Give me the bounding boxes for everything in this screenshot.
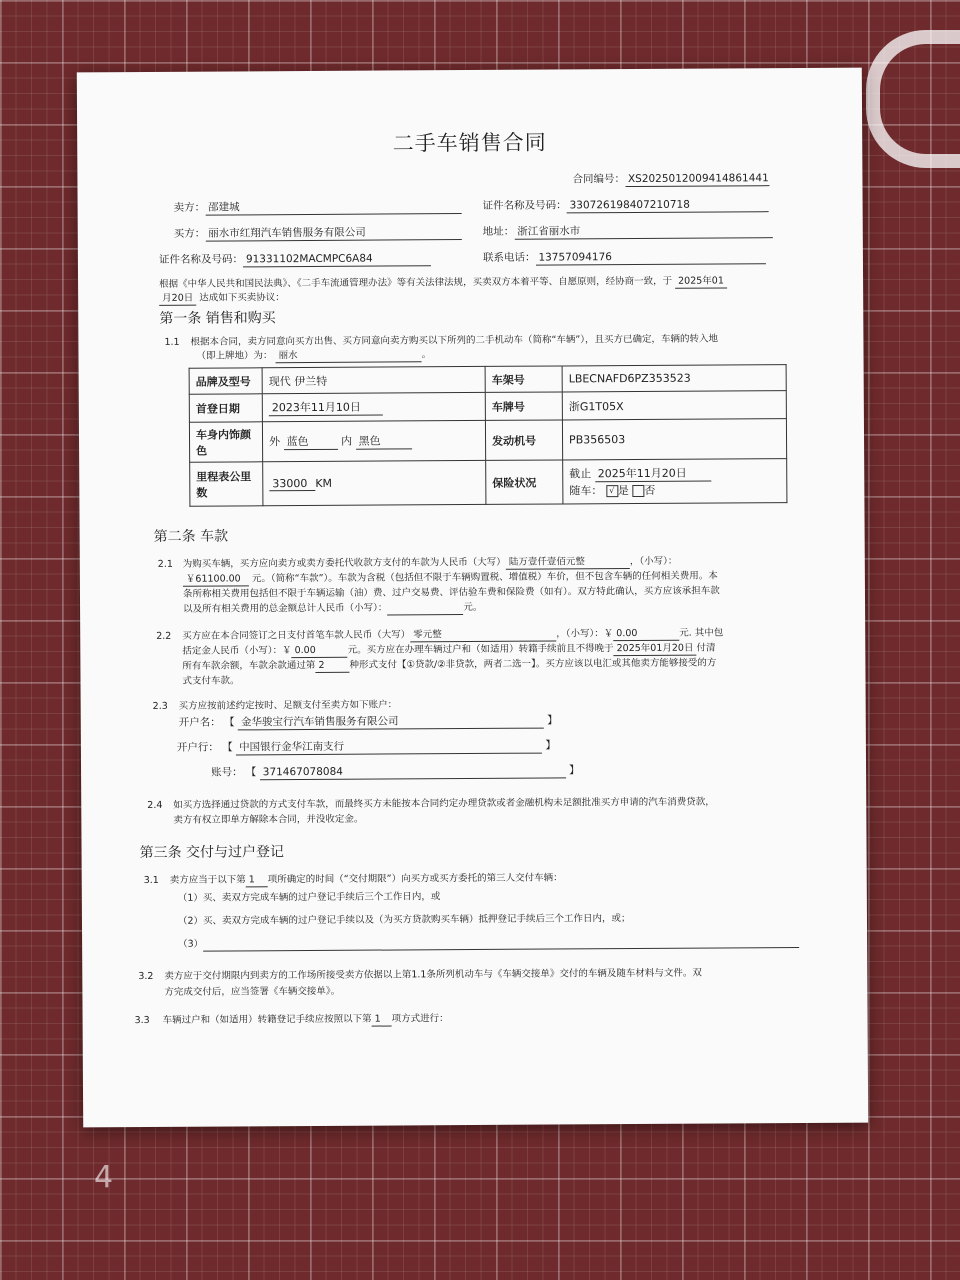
reg-date-label: 首登日期 — [189, 394, 262, 422]
brand-value: 现代 伊兰特 — [262, 366, 485, 393]
seller-row: 卖方： 邵建城 — [174, 200, 462, 216]
vin-label: 车架号 — [485, 366, 562, 392]
plate-label: 车牌号 — [485, 392, 562, 420]
contract-number: 合同编号： XS2025012009414861441 — [572, 172, 769, 186]
contract-title: 二手车销售合同 — [392, 130, 547, 156]
clause-1-1-line1: 根据本合同，卖方同意向买方出售、买方同意向卖方购买以下所列的二手机动车（简称“车辆”），且买方已确定，车辆的转入地 — [190, 333, 719, 348]
account-name-row: 开户名： 【 金华骏宝行汽车销售服务有限公司 】 — [178, 714, 558, 729]
color-cell: 外 蓝色 内 黑色 — [262, 420, 485, 461]
clause-2-2-l4: 式支付车款。 — [182, 675, 240, 687]
article3-heading: 第三条 交付与过户登记 — [139, 844, 285, 862]
clause-3-1-o2: （2）买、卖双方完成车辆的过户登记手续以及（为买方贷款购买车辆）抵押登记手续后三个工作日内，或； — [177, 913, 631, 927]
checkbox-yes: √ — [606, 485, 618, 497]
clause-3-2-num: 3.2 — [138, 970, 154, 983]
clause-2-2-num: 2.2 — [156, 630, 172, 642]
clause-2-3-num: 2.3 — [152, 700, 168, 712]
buyer-address-row: 地址： 浙江省丽水市 — [483, 224, 773, 240]
checkbox-no — [632, 485, 644, 497]
clause-2-1-num: 2.1 — [157, 558, 173, 570]
clause-3-2-l1: 卖方应于交付期限内到卖方的工作场所接受卖方依据以上第1.1条所列机动车与《车辆交接单》交付的车辆及随车材料与文件。双 — [164, 967, 702, 982]
clause-3-2-l2: 方完成交付后，应当签署《车辆交接单》。 — [164, 985, 341, 998]
clause-1-1-line2: （即上牌地）为： 丽水 。 — [196, 349, 432, 362]
clause-2-2-l2: 括定金人民币（小写）：￥ 0.00 元。买方应在办理车辆过户和（如适用）转籍手续前且不得晚于 2025年01月20日 付清 — [182, 642, 716, 657]
insurance-label: 保险状况 — [486, 460, 563, 504]
clause-3-3-num: 3.3 — [134, 1014, 150, 1027]
mileage-cell: 33000 KM — [263, 460, 486, 505]
clause-2-4-num: 2.4 — [147, 799, 163, 811]
clause-3-1-num: 3.1 — [143, 874, 159, 887]
clause-2-3-l1: 买方应按前述约定按时、足额支付至卖方如下账户： — [178, 699, 398, 712]
contract-page — [77, 68, 868, 1128]
engine-value: PB356503 — [562, 419, 786, 460]
account-number-row: 账号： 【 371467078084 】 — [211, 764, 580, 779]
clause-1-1-num: 1.1 — [164, 336, 180, 348]
reg-date-cell: 2023年11月10日 — [262, 392, 485, 421]
bank-row: 开户行： 【 中国银行金华江南支行 】 — [176, 739, 556, 754]
plate-value: 浙G1T05X — [562, 391, 786, 420]
engine-label: 发动机号 — [485, 420, 562, 460]
buyer-row: 买方： 丽水市红翔汽车销售服务有限公司 — [174, 226, 462, 242]
clause-2-1-l2: ￥61100.00 元。（简称“车款”）。车款为含税（包括但不限于车辆购置税、增值税）车价，但不包含车辆的任何相关费用。本 — [183, 570, 718, 587]
buyer-phone-row: 联系电话： 13757094176 — [483, 250, 766, 266]
clause-3-1-o1: （1）买、卖双方完成车辆的过户登记手续后三个工作日内，或 — [177, 891, 441, 904]
article2-heading: 第二条 车款 — [153, 528, 229, 545]
mat-logo — [866, 30, 960, 168]
clause-2-4-l2: 卖方有权立即单方解除本合同，并没收定金。 — [173, 813, 364, 826]
vehicle-table — [189, 364, 788, 507]
clause-2-1-l4: 以及所有相关费用的总金额总计人民币（小写）： 元。 — [183, 601, 483, 615]
color-label: 车身内饰颜色 — [189, 422, 262, 462]
clause-3-1-l1: 卖方应当于以下第 1 项所确定的时间（“交付期限”）向买方或买方委托的第三人交付车辆： — [169, 872, 563, 886]
preamble-line2: 月20日 达成如下买卖协议： — [159, 291, 285, 306]
mat-ruler-number: 4 — [94, 1160, 114, 1195]
article1-heading: 第一条 销售和购买 — [159, 310, 276, 327]
clause-2-1-l1: 为购买车辆，买方应向卖方或卖方委托代收款方支付的车款为人民币（大写） 陆万壹仟壹佰元整 ，（小写）： — [182, 555, 678, 570]
clause-2-4-l1: 如买方选择通过贷款的方式支付车款，而最终买方未能按本合同约定办理贷款或者金融机构未足额批准买方申请的汽车消费贷款， — [173, 796, 715, 811]
mileage-label: 里程表公里数 — [190, 462, 263, 506]
insurance-cell: 截止 2025年11月20日 随车： √ 是 否 — [563, 459, 787, 504]
clause-3-1-o3: （3） — [178, 934, 799, 952]
brand-label: 品牌及型号 — [189, 368, 262, 394]
buyer-id-row: 证件名称及号码： 91331102MACMPC6A84 — [159, 252, 431, 268]
preamble-line1: 根据《中华人民共和国民法典》、《二手车流通管理办法》等有关法律法规，买卖双方本着平等、自愿原则，经协商一致，于 2025年01 — [159, 274, 727, 291]
clause-2-1-l3: 条所称相关费用包括但不限于车辆运输（油）费、过户交易费、评估验车费和保险费（如有）。双方特此确认，买方应该承担车款 — [182, 585, 720, 600]
clause-2-2-l1: 买方应在本合同签订之日支付首笔车款人民币（大写） 零元整 ，（小写）：￥ 0.00 元. 其中包 — [182, 627, 724, 642]
vin-value: LBECNAFD6PZ353523 — [562, 365, 786, 392]
clause-2-2-l3: 所有车款余额，车款余款通过第 2 种形式支付【①贷款/②非贷款，两者二选一】。买方应该以电汇或其他卖方能够接受的方 — [182, 657, 717, 672]
clause-3-3-l1: 车辆过户和（如适用）转籍登记手续应按照以下第 1 项方式进行： — [162, 1013, 449, 1026]
seller-id-row: 证件名称及号码： 330726198407210718 — [483, 198, 769, 214]
